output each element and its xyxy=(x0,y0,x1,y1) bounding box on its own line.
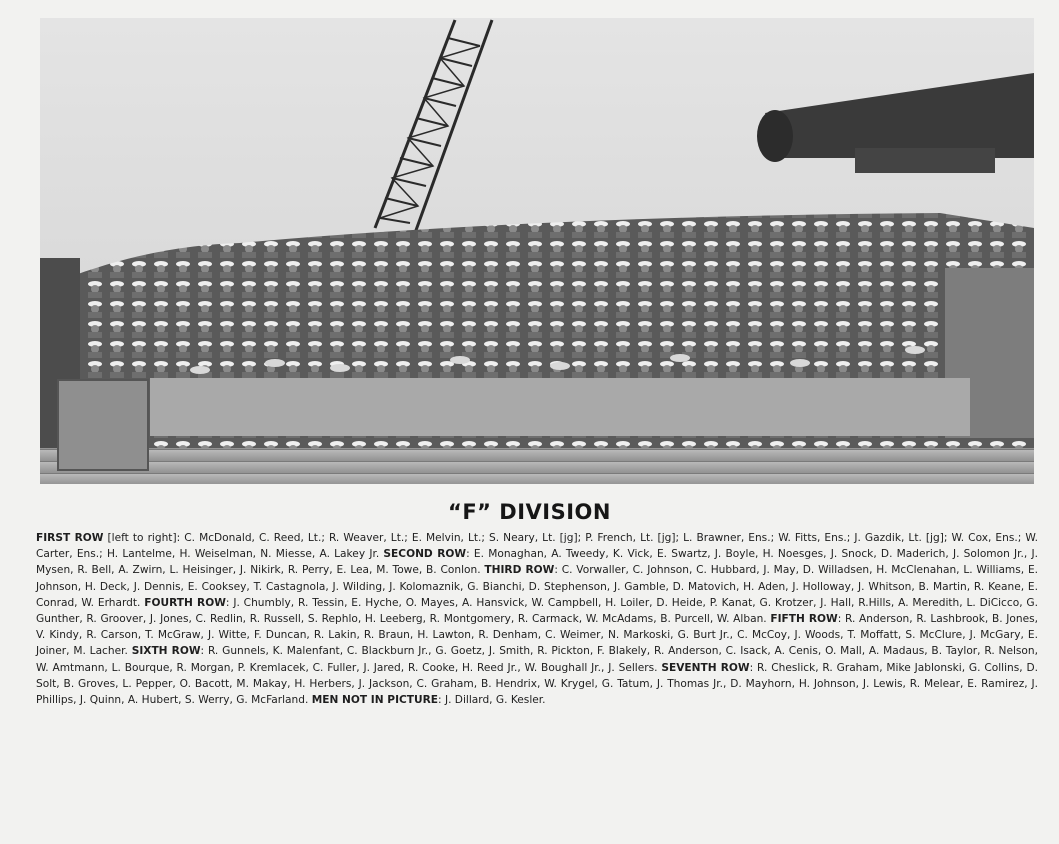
page-title: “F” DIVISION xyxy=(448,500,611,524)
caption-row-label: FOURTH ROW xyxy=(144,596,226,609)
caption-row-names: : R. Gunnels, K. Malenfant, C. Blackburn Jr., G. Goetz, J. Smith, R. Pickton, F. Blakely, R. Anderson, C. Isack, A. Cenis, O. Mall, A. Madaus, B. Taylor, R. Nelson, W. Amtmann, L. Bourque, R. Morgan, P. Kremlacek, C. Fuller, J. Jared, R. Cooke, H. Reed Jr., W. Boughall Jr., J. Sellers. xyxy=(36,645,1038,674)
caption-row-names: : R. Anderson, R. Lashbrook, B. Jones, V. Kindy, R. Carson, T. McGraw, J. Witte, F. Duncan, R. Lakin, R. Braun, H. Lawton, R. Denham, C. Weimer, N. Markoski, G. Burt Jr., C. McCoy, J. Woods, T. Moffatt, S. McClure, J. McGary, E. Joiner, M. Lacher. xyxy=(36,613,1038,658)
caption-row-names: : R. Cheslick, R. Graham, Mike Jablonski, G. Collins, D. Solt, B. Groves, L. Pepper, O. Bacott, M. Makay, H. Herbers, J. Jackson, C. Graham, B. Hendrix, W. Krygel, G. Tatum, J. Thomas Jr., D. Mayhorn, H. Johnson, J. Lewis, R. Melear, E. Ramirez, J. Phillips, J. Quinn, A. Hubert, S. Werry, G. McFarland. xyxy=(36,661,1039,707)
caption-row-names: : E. Monaghan, A. Tweedy, K. Vick, E. Swartz, J. Boyle, H. Noesges, J. Snock, D. Maderich, J. Solomon Jr., J. Mysen, R. Bell, A. Zwirn, L. Heisinger, J. Nikirk, R. Perry, E. Lea, M. Towe, B. Conlon. xyxy=(36,548,1038,577)
caption-row-label: SECOND ROW xyxy=(383,548,467,561)
caption-row-label: THIRD ROW xyxy=(484,564,555,577)
group-photo-icon xyxy=(40,18,1034,484)
caption-row-label: MEN NOT IN PICTURE xyxy=(311,694,439,707)
crowd xyxy=(40,213,1034,448)
caption-row-names: : J. Chumbly, R. Tessin, E. Hyche, O. Mayes, A. Hansvick, W. Campbell, H. Loiler, D. Heide, P. Kanat, G. Krotzer, J. Hall, R.Hills, A. Meredith, L. DiCicco, G. Gunther, R. Groover, J. Jones, C. Redlin, R. Russell, S. Rephlo, H. Leeberg, R. Montgomery, R. Carmack, W. McAdams, B. Purcell, W. Alban. xyxy=(36,596,1038,626)
basket xyxy=(58,380,148,470)
caption-paragraph xyxy=(36,530,1038,708)
caption-row-label: FIRST ROW xyxy=(36,532,104,544)
caption-row-names: : J. Dillard, G. Kesler. xyxy=(438,694,546,707)
caption-row-names: : C. Vorwaller, C. Johnson, C. Hubbard, J. May, D. Willadsen, H. McClenahan, L. Williams, E. Johnson, H. Deck, J. Dennis, E. Cooksey, T. Castagnola, J. Wilding, J. Kolomaznik, G. Bianchi, D. Stephenson, J. Gamble, D. Matovich, H. Aden, J. Holloway, J. Whitson, B. Martin, R. Keane, E. Conrad, W. Erhardt. xyxy=(36,564,1039,609)
caption-row-names: [left to right]: C. McDonald, C. Reed, Lt.; R. Weaver, Lt.; E. Melvin, Lt.; S. Neary, Lt. [jg]; P. French, Lt. [jg]; L. Brawner, Ens.; W. Fitts, Ens.; J. Gazdik, Lt. [jg]; W. Cox, Ens.; W. Carter, Ens.; H. Lantelme, H. Weiselman, N. Miesse, A. Lakey Jr. xyxy=(36,532,1038,561)
caption-row-label: SEVENTH ROW xyxy=(661,661,750,674)
caption-row-label: FIFTH ROW xyxy=(770,613,838,626)
caption-row-label: SIXTH ROW xyxy=(131,645,201,658)
group-photo xyxy=(40,18,1034,484)
